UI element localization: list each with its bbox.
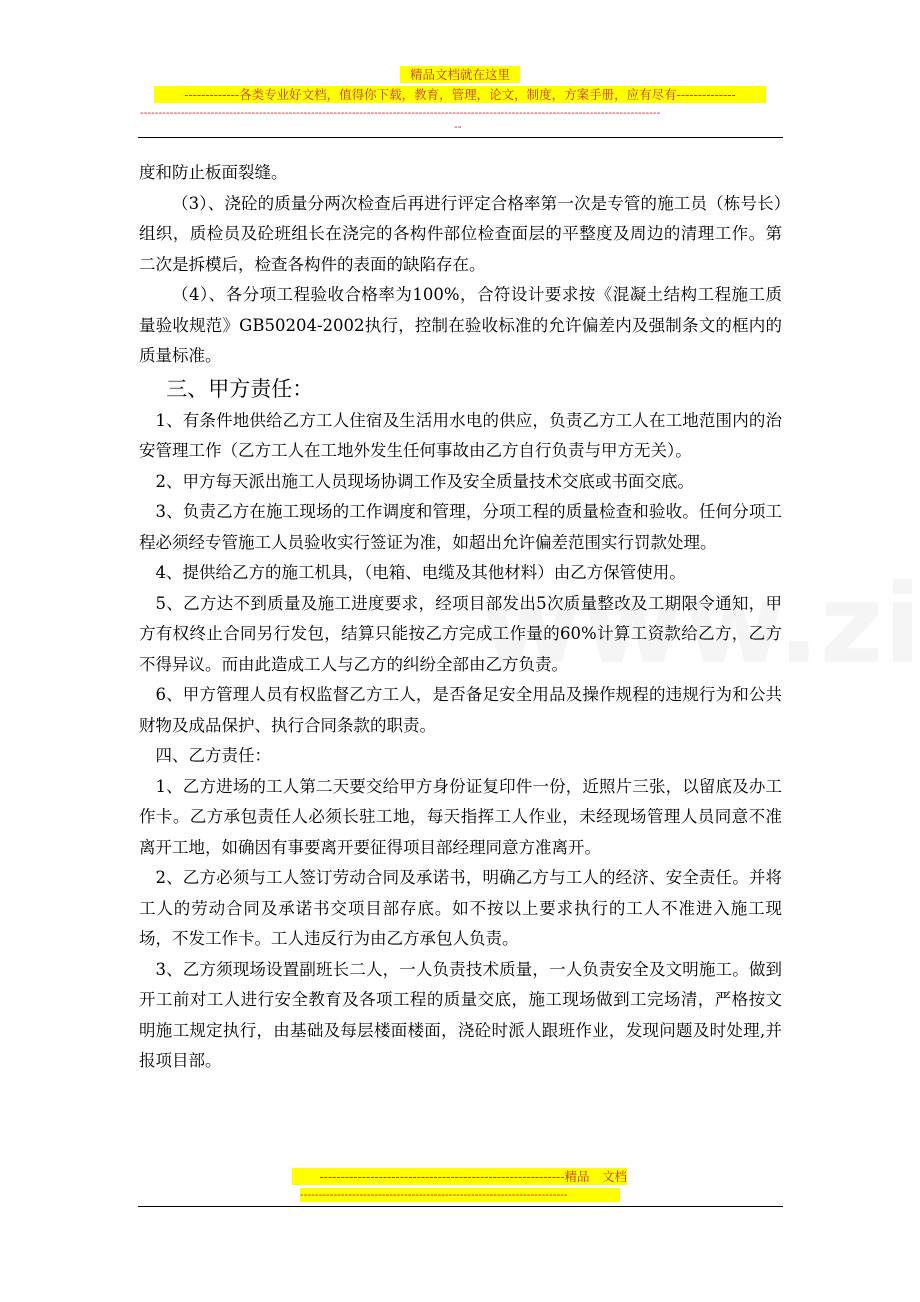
paragraph: 2、甲方每天派出施工人员现场协调工作及安全质量技术交底或书面交底。 [155, 471, 694, 491]
paragraph: （4）、各分项工程验收合格率为100%，合符设计要求按《混凝土结构工程施工质量验收规范》GB50204-2002执行，控制在验收标准的允许偏差内及强制条文的框内的质量标准。 [139, 285, 782, 365]
footer-line: ----------------------------------------------------------精品 文档 [292, 1168, 627, 1185]
section-heading: 三、甲方责任： [166, 376, 314, 401]
header-dash-line-end: -- [454, 120, 462, 133]
footer-dash-line: ------------------------------------------------------------------------ [300, 1188, 620, 1202]
paragraph: 2、乙方必须与工人签订劳动合同及承诺书，明确乙方与工人的经济、安全责任。并将工人的劳动合同及承诺书交项目部存底。如不按以上要求执行的工人不准进入施工现场，不发工作卡。工人违反行为由乙方承包人负责。 [139, 868, 782, 948]
footer-rule [138, 1206, 783, 1207]
document-body [139, 158, 782, 1077]
paragraph: 3、负责乙方在施工现场的工作调度和管理，分项工程的质量检查和验收。任何分项工程必须经专管施工人员验收实行签证为准，如超出允许偏差范围实行罚款处理。 [139, 502, 782, 552]
section-heading: 四、乙方责任： [155, 746, 271, 765]
header-title: 精品文档就在这里 [400, 66, 520, 83]
paragraph: 4、提供给乙方的施工机具，（电箱、电缆及其他材料）由乙方保管使用。 [155, 563, 686, 582]
paragraph: （3）、浇砼的质量分两次检查后再进行评定合格率第一次是专管的施工员（栋号长）组织，质检员及砼班组长在浇完的各构件部位检查面层的平整度及周边的清理工作。第二次是拆模后，检查各构件的表面的缺陷存在。 [139, 193, 782, 274]
paragraph: 1、乙方进场的工人第二天要交给甲方身份证复印件一份，近照片三张，以留底及办工作卡。乙方承包责任人必须长驻工地，每天指挥工人作业，未经现场管理人员同意不准离开工地，如确因有事要离开要征得项目部经理同意方准离开。 [139, 776, 782, 857]
paragraph: 度和防止板面裂缝。 [139, 163, 288, 182]
header-rule [138, 137, 783, 138]
paragraph: 6、甲方管理人员有权监督乙方工人，是否备足安全用品及操作规程的违规行为和公共财物及成品保护、执行合同条款的职责。 [139, 685, 782, 735]
paragraph: 1、有条件地供给乙方工人住宿及生活用水电的供应，负责乙方工人在工地范围内的治安管理工作（乙方工人在工地外发生任何事故由乙方自行负责与甲方无关）。 [139, 410, 782, 460]
header-dash-line: -------------------------------------------------------------------------------------------------------------------------------------------- [140, 106, 661, 119]
header-subtitle: -------------各类专业好文档，值得你下载，教育，管理，论文，制度，方案手册，应有尽有-------------- [154, 86, 766, 103]
paragraph: 3、乙方须现场设置副班长二人，一人负责技术质量，一人负责安全及文明施工。做到开工前对工人进行安全教育及各项工程的质量交底，施工现场做到工完场清，严格按文明施工规定执行，由基础及每层楼面楼面，浇砼时派人跟班作业，发现问题及时处理,并报项目部。 [139, 959, 782, 1070]
paragraph: 5、乙方达不到质量及施工进度要求，经项目部发出5次质量整改及工期限令通知，甲方有权终止合同另行发包，结算只能按乙方完成工作量的60%计算工资款给乙方，乙方不得异议。而由此造成工人与乙方的纠纷全部由乙方负责。 [139, 593, 782, 674]
